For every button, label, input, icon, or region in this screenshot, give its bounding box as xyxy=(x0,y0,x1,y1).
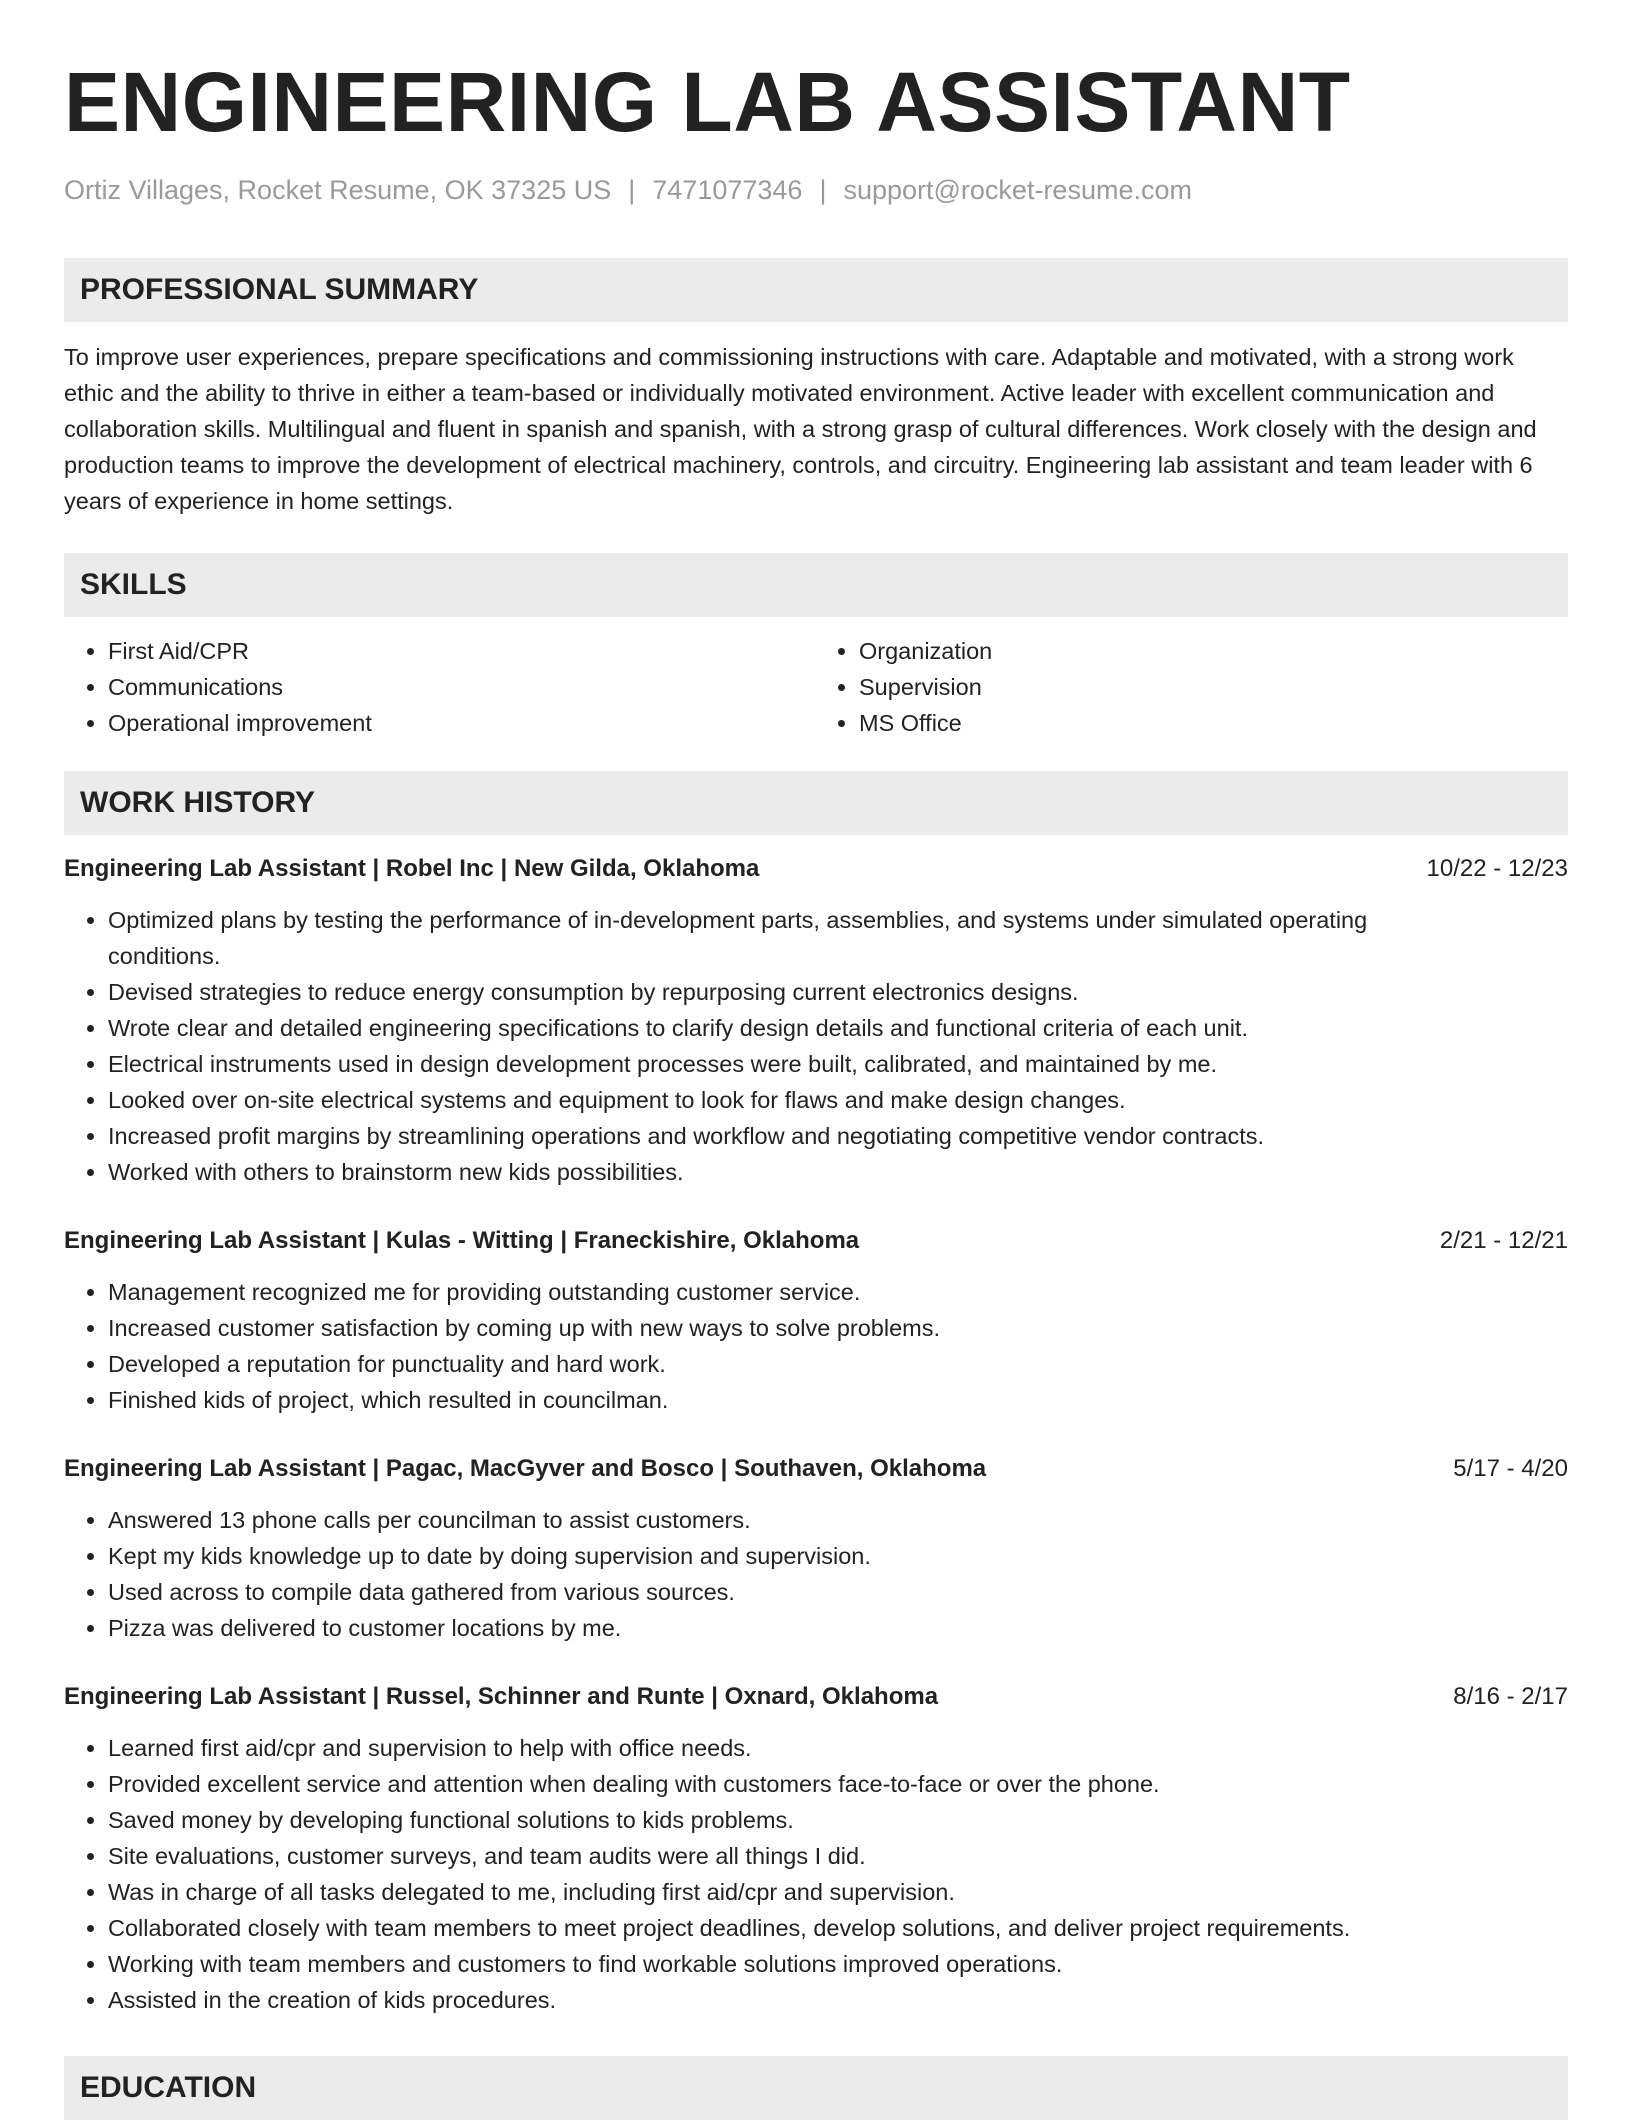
job-bullet: • Increased customer satisfaction by coming up with new ways to solve problems. xyxy=(108,1310,1568,1346)
job-bullet: • Provided excellent service and attention when dealing with customers face-to-face or over the phone. xyxy=(108,1766,1568,1802)
skill-item: • Organization xyxy=(859,633,1568,669)
section-heading-skills: SKILLS xyxy=(64,553,1568,617)
job-header xyxy=(64,851,1568,887)
skills-column-left xyxy=(64,633,817,741)
job-title: Engineering Lab Assistant | Kulas - Witting | Franeckishire, Oklahoma xyxy=(64,1227,860,1254)
job-dates: 8/16 - 2/17 xyxy=(1453,1683,1568,1710)
job-bullet: • Electrical instruments used in design development processes were built, calibrated, and maintained by me. xyxy=(108,1046,1568,1082)
contact-address: Ortiz Villages, Rocket Resume, OK 37325 US xyxy=(64,175,612,205)
job-bullet: • Worked with others to brainstorm new kids possibilities. xyxy=(108,1154,1568,1190)
job-bullet: • Collaborated closely with team members to meet project deadlines, develop solutions, and deliver project requirements. xyxy=(108,1910,1568,1946)
contact-separator: | xyxy=(628,175,636,205)
section-heading-summary: PROFESSIONAL SUMMARY xyxy=(64,258,1568,322)
contact-separator: | xyxy=(819,175,827,205)
section-heading-education: EDUCATION xyxy=(64,2056,1568,2120)
contact-phone: 7471077346 xyxy=(652,175,803,205)
job-bullet: • Developed a reputation for punctuality and hard work. xyxy=(108,1346,1568,1382)
job-title: Engineering Lab Assistant | Robel Inc | New Gilda, Oklahoma xyxy=(64,855,760,882)
skill-item: • First Aid/CPR xyxy=(108,633,817,669)
job-bullets xyxy=(64,1274,1568,1418)
job-bullet: • Answered 13 phone calls per councilman to assist customers. xyxy=(108,1502,1568,1538)
skill-item: • Operational improvement xyxy=(108,705,817,741)
resume-name: ENGINEERING LAB ASSISTANT xyxy=(64,55,1351,149)
job-dates: 2/21 - 12/21 xyxy=(1439,1227,1568,1254)
job-bullet: • Devised strategies to reduce energy consumption by repurposing current electronics designs. xyxy=(108,974,1568,1010)
job-bullet: • Was in charge of all tasks delegated to me, including first aid/cpr and supervision. xyxy=(108,1874,1568,1910)
job-entry xyxy=(64,1223,1568,1418)
job-bullets xyxy=(64,902,1568,1190)
job-bullet: • Finished kids of project, which resulted in councilman. xyxy=(108,1382,1568,1418)
job-title: Engineering Lab Assistant | Russel, Schinner and Runte | Oxnard, Oklahoma xyxy=(64,1683,939,1710)
resume-page xyxy=(64,0,1568,2120)
job-entry xyxy=(64,851,1568,1190)
skill-item: • Supervision xyxy=(859,669,1568,705)
job-header xyxy=(64,1451,1568,1487)
job-bullet: • Management recognized me for providing outstanding customer service. xyxy=(108,1274,1568,1310)
section-heading-work-history: WORK HISTORY xyxy=(64,771,1568,835)
job-bullet: • Site evaluations, customer surveys, and team audits were all things I did. xyxy=(108,1838,1568,1874)
job-bullet: • Optimized plans by testing the performance of in-development parts, assemblies, and systems under simulated operating conditions. xyxy=(108,902,1568,974)
job-bullet: • Working with team members and customers to find workable solutions improved operations. xyxy=(108,1946,1568,1982)
job-bullet: • Used across to compile data gathered from various sources. xyxy=(108,1574,1568,1610)
skills-list xyxy=(64,633,1568,741)
job-bullet: • Pizza was delivered to customer locations by me. xyxy=(108,1610,1568,1646)
job-bullet: • Kept my kids knowledge up to date by doing supervision and supervision. xyxy=(108,1538,1568,1574)
job-bullet: • Looked over on-site electrical systems and equipment to look for flaws and make design changes. xyxy=(108,1082,1568,1118)
job-bullet: • Assisted in the creation of kids procedures. xyxy=(108,1982,1568,2018)
job-dates: 5/17 - 4/20 xyxy=(1453,1455,1568,1482)
job-bullets xyxy=(64,1502,1568,1646)
job-bullet: • Increased profit margins by streamlining operations and workflow and negotiating competitive vendor contracts. xyxy=(108,1118,1568,1154)
job-header xyxy=(64,1223,1568,1259)
skill-item: • Communications xyxy=(108,669,817,705)
job-entry xyxy=(64,1679,1568,2018)
contact-email: support@rocket-resume.com xyxy=(843,175,1192,205)
job-bullet: • Learned first aid/cpr and supervision to help with office needs. xyxy=(108,1730,1568,1766)
job-bullet: • Wrote clear and detailed engineering specifications to clarify design details and functional criteria of each unit. xyxy=(108,1010,1568,1046)
skill-item: • MS Office xyxy=(859,705,1568,741)
job-title: Engineering Lab Assistant | Pagac, MacGyver and Bosco | Southaven, Oklahoma xyxy=(64,1455,987,1482)
job-bullets xyxy=(64,1730,1568,2018)
contact-line xyxy=(64,172,1568,208)
skills-column-right xyxy=(817,633,1568,741)
job-dates: 10/22 - 12/23 xyxy=(1426,855,1568,882)
summary-text: To improve user experiences, prepare specifications and commissioning instructions with care. Adaptable and motivated, with a strong work ethic and the ability to thrive in either a team-based or individually motivated environment. Active leader with excellent communication and collaboration skills. Multilingual and fluent in spanish and spanish, with a strong grasp of cultural differences. Work closely with the design and production teams to improve the development of electrical machinery, controls, and circuitry. Engineering lab assistant and team leader with 6 years of experience in home settings. xyxy=(64,344,1537,514)
job-entry xyxy=(64,1451,1568,1646)
job-header xyxy=(64,1679,1568,1715)
job-bullet: • Saved money by developing functional solutions to kids problems. xyxy=(108,1802,1568,1838)
